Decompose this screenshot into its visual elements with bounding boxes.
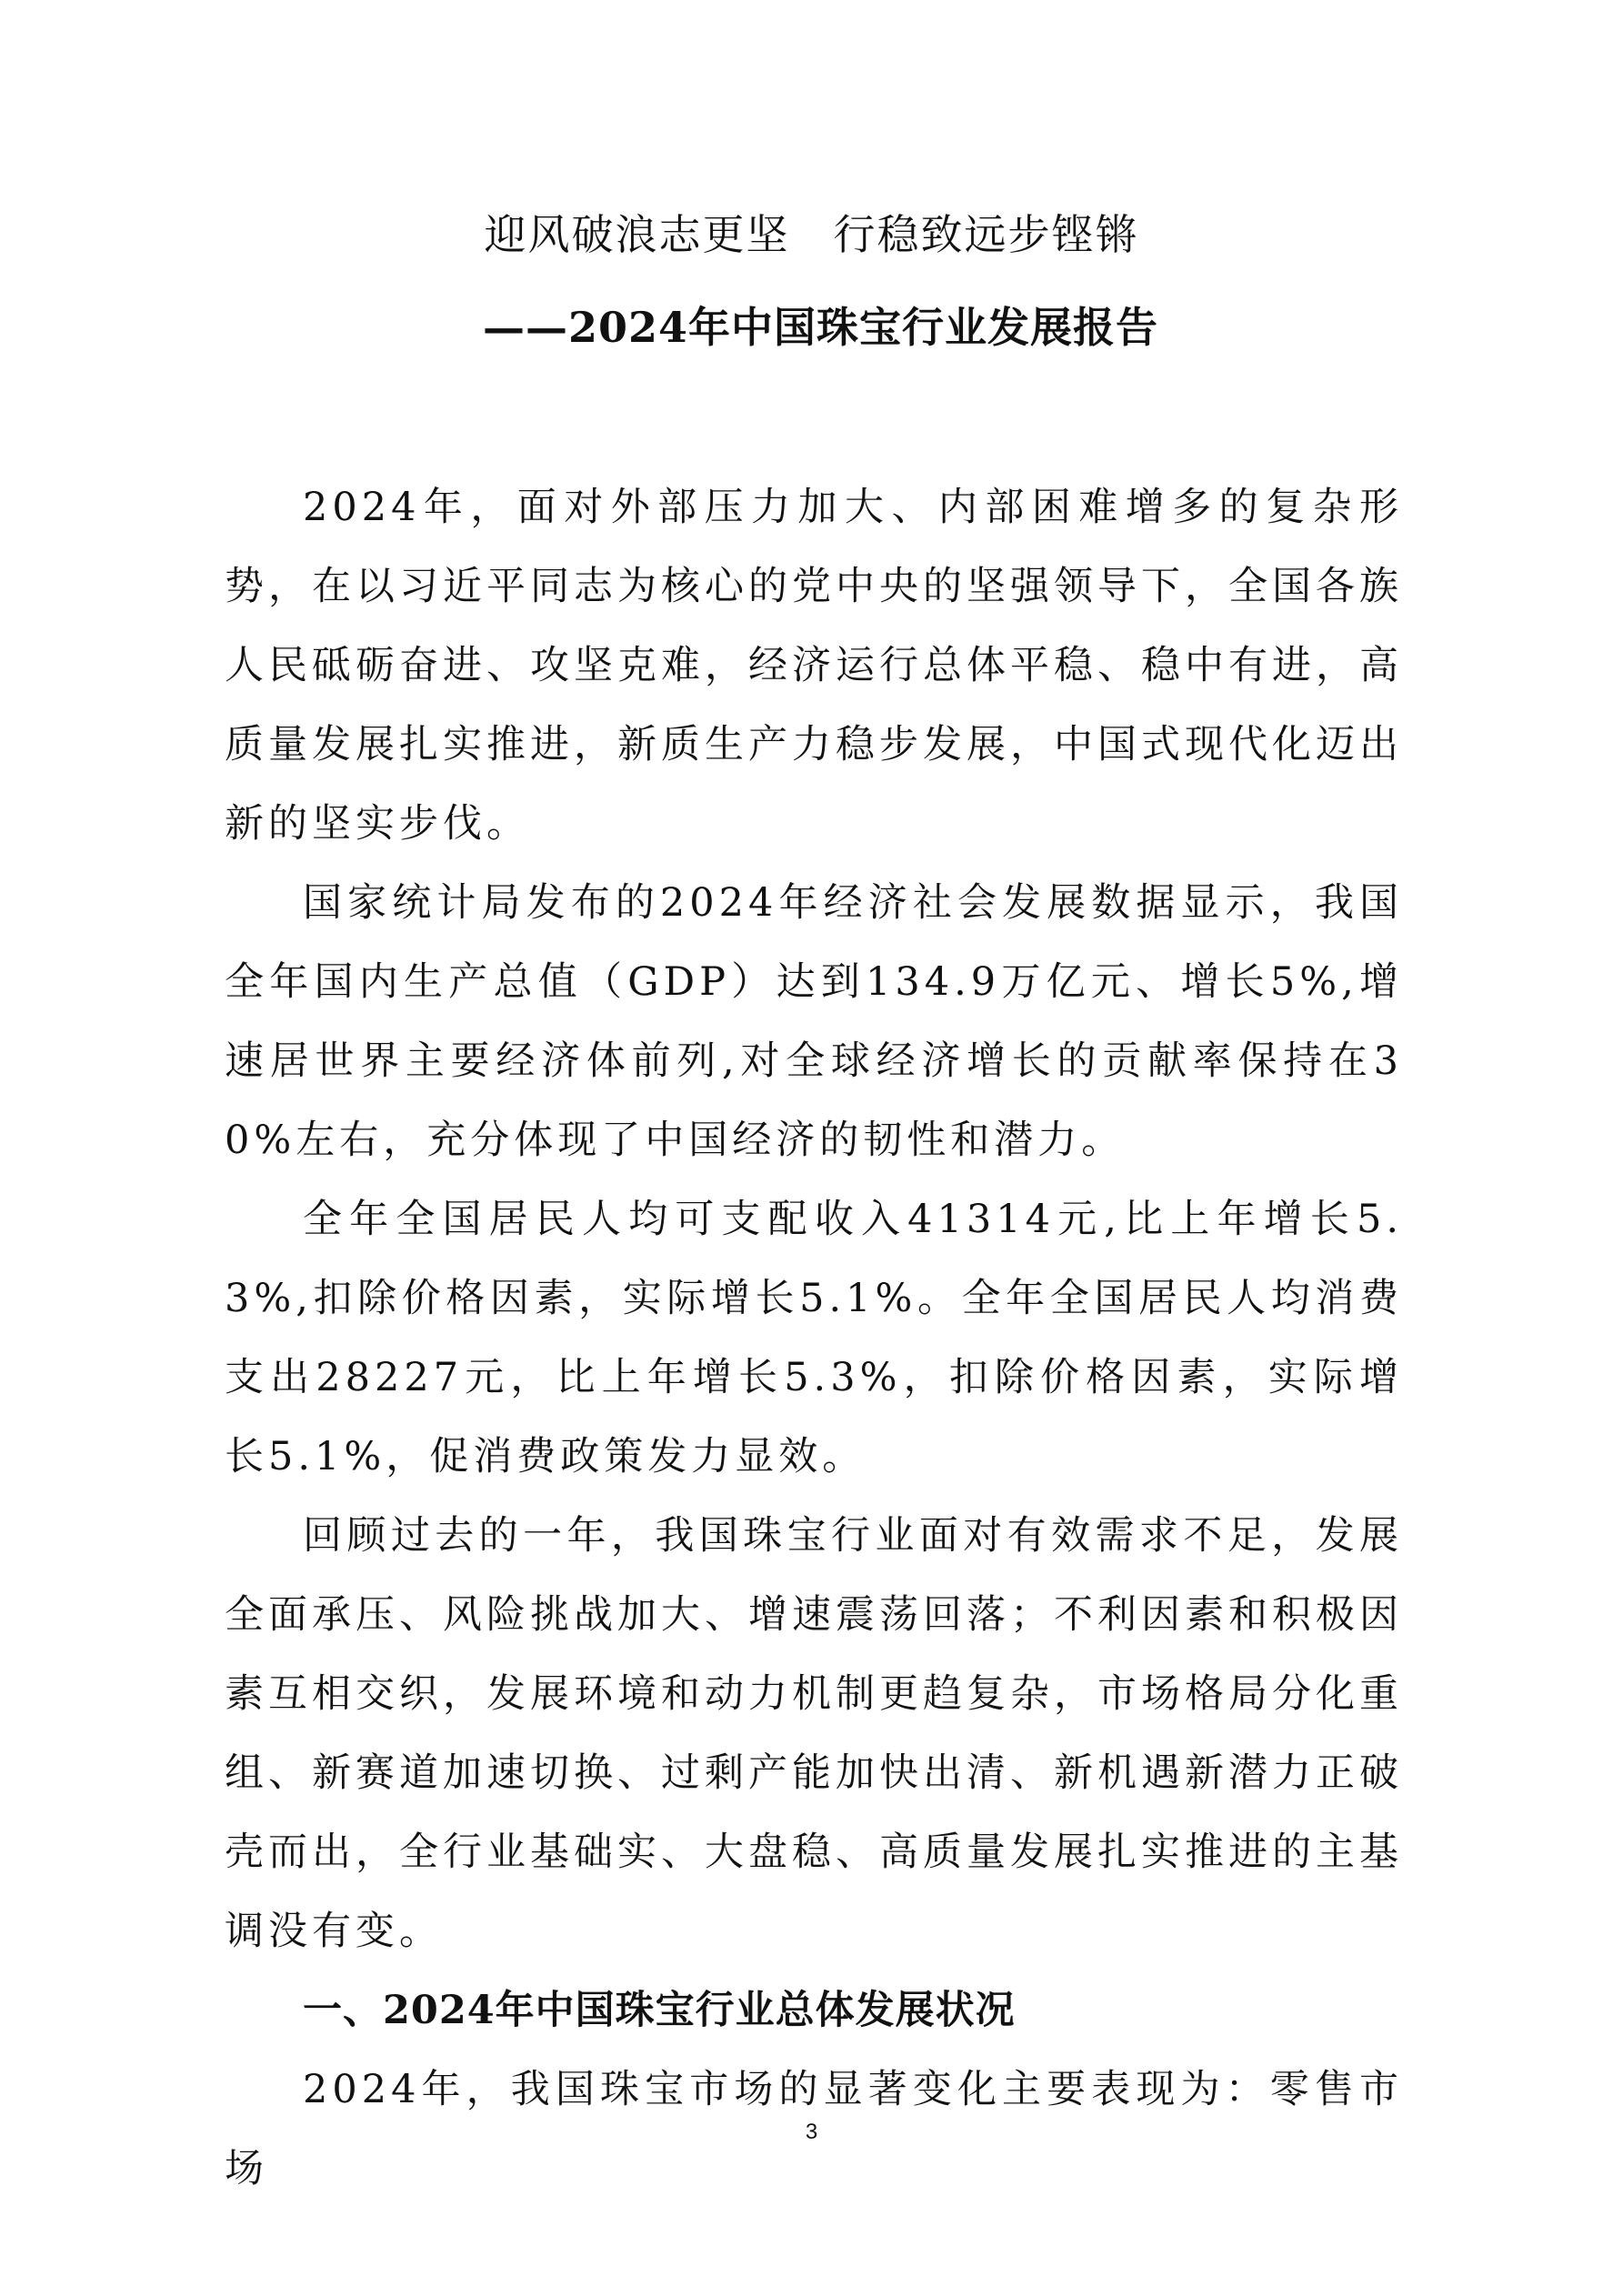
paragraph-income: 全年全国居民人均可支配收入41314元,比上年增长5.3%,扣除价格因素，实际增长5.1%。全年全国居民人均消费支出28227元，比上年增长5.3%，扣除价格因素，实际增长5.1%，促消费政策发力显效。: [225, 1197, 1403, 1479]
paragraph-intro: 2024年，面对外部压力加大、内部困难增多的复杂形势，在以习近平同志为核心的党中央的坚强领导下，全国各族人民砥砺奋进、攻坚克难，经济运行总体平稳、稳中有进，高质量发展扎实推进，新质生产力稳步发展，中国式现代化迈出新的坚实步伐。: [225, 485, 1403, 847]
paragraph-gdp: 国家统计局发布的2024年经济社会发展数据显示，我国全年国内生产总值（GDP）达到134.9万亿元、增长5%,增速居世界主要经济体前列,对全球经济增长的贡献率保持在30%左右，充分体现了中国经济的韧性和潜力。: [225, 880, 1403, 1163]
document-body: [225, 468, 1403, 2209]
paragraph-review: 回顾过去的一年，我国珠宝行业面对有效需求不足，发展全面承压、风险挑战加大、增速震荡回落；不利因素和积极因素互相交织，发展环境和动力机制更趋复杂，市场格局分化重组、新赛道加速切换、过剩产能加快出清、新机遇新潜力正破壳而出，全行业基础实、大盘稳、高质量发展扎实推进的主基调没有变。: [225, 1513, 1403, 1954]
document-title: 迎风破浪志更坚 行稳致远步铿锵: [484, 210, 1139, 259]
paragraph-section-start: 2024年，我国珠宝市场的显著变化主要表现为：零售市场: [225, 2067, 1403, 2191]
page-number: 3: [805, 2120, 818, 2144]
document-subtitle: ——2024年中国珠宝行业发展报告: [482, 303, 1159, 352]
section-heading: 一、2024年中国珠宝行业总体发展状况: [303, 1988, 1016, 2033]
